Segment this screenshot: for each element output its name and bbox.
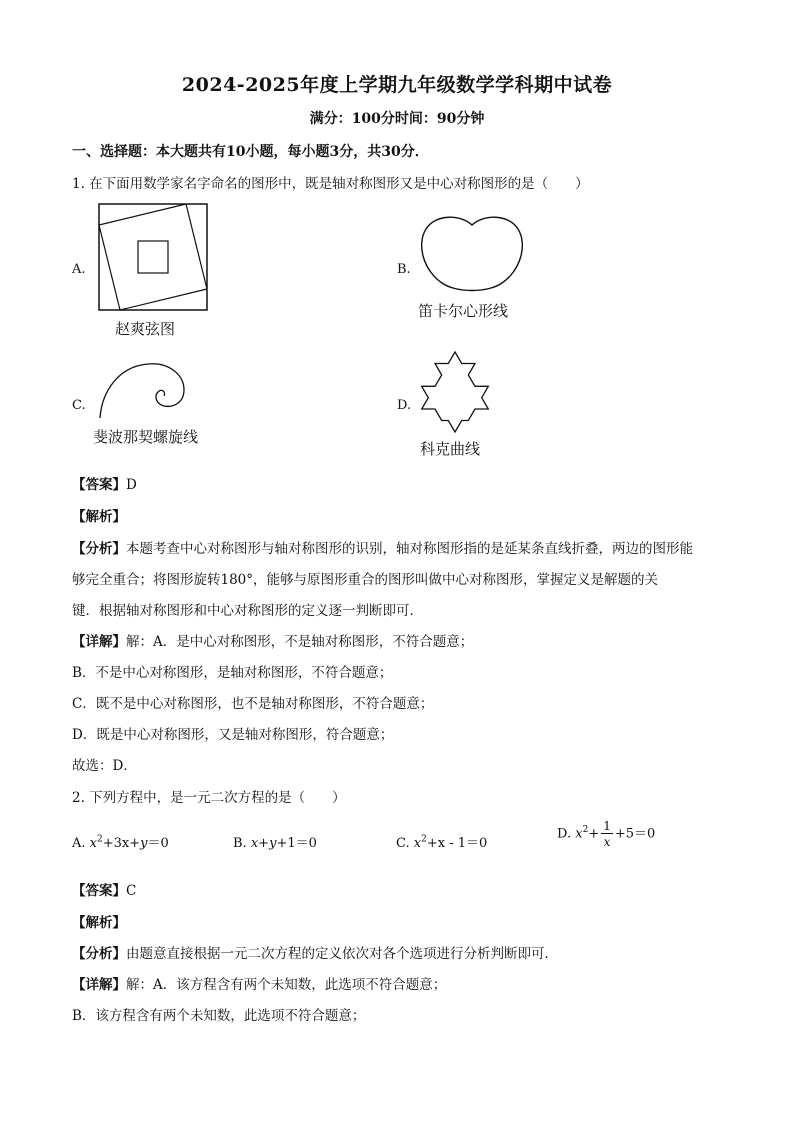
q2-detail-line: B．该方程含有两个未知数，此选项不符合题意； <box>72 1008 366 1024</box>
option-c-label: C. <box>72 398 86 413</box>
detail-label: 【详解】 <box>72 634 126 650</box>
q2-option-c: C. $x^2+x - 1=0$ <box>396 834 488 851</box>
analysis-text: 由题意直接根据一元二次方程的定义依次对各个选项进行分析判断即可． <box>126 946 558 962</box>
q1-detail-line: D．既是中心对称图形，又是轴对称图形，符合题意； <box>72 727 394 743</box>
detail-text: 解：A．该方程含有两个未知数，此选项不符合题意； <box>126 977 447 993</box>
detail-label: 【详解】 <box>72 977 126 993</box>
q1-analysis-line <box>72 537 693 557</box>
answer-label: 【答案】 <box>72 883 126 899</box>
analysis-label: 【分析】 <box>72 946 126 962</box>
q1-detail-line: B．不是中心对称图形，是轴对称图形，不符合题意； <box>72 665 393 681</box>
exam-subtitle: 满分：100分时间：90分钟 <box>309 111 485 127</box>
analysis-text: 本题考查中心对称图形与轴对称图形的识别，轴对称图形指的是延某条直线折叠，两边的图形能 <box>126 541 693 557</box>
q2-analysis-head: 【解析】 <box>72 915 126 931</box>
q1-detail-line: C．既不是中心对称图形，也不是轴对称图形，不符合题意； <box>72 696 434 712</box>
q2-option-d: D. $x^2+$ $\frac{1}{x}$ +5＝0 <box>557 819 656 849</box>
q1-analysis-line: 够完全重合；将图形旋转180°，能够与原图形重合的图形叫做中心对称图形，掌握定义是解题的关 <box>72 572 659 588</box>
fibonacci-spiral-icon <box>98 362 188 422</box>
q1-answer <box>72 473 137 493</box>
cardioid-icon <box>418 215 526 295</box>
q1-analysis-head: 【解析】 <box>72 509 126 525</box>
question-1-stem: 1. 在下面用数学家名字命名的图形中，既是轴对称图形又是中心对称图形的是（ ） <box>72 176 589 192</box>
q1-detail-line <box>72 630 473 650</box>
q2-option-a: A. $x^2+3x+y=0$ <box>72 834 169 851</box>
option-a-caption: 赵爽弦图 <box>115 320 176 338</box>
section-heading: 一、选择题：本大题共有10小题，每小题3分，共30分． <box>72 144 429 160</box>
analysis-label: 【分析】 <box>72 541 126 557</box>
q2-answer <box>72 879 136 899</box>
option-d-caption: 科克曲线 <box>420 440 481 458</box>
option-b-label: B. <box>397 262 411 277</box>
fraction: $\frac{1}{x}$ <box>603 819 611 849</box>
page-title: 2024-2025年度上学期九年级数学学科期中试卷 <box>181 74 613 96</box>
option-b-caption: 笛卡尔心形线 <box>418 302 509 320</box>
answer-value: D <box>126 477 137 493</box>
q1-detail-line: 故选：D． <box>72 758 137 774</box>
q2-detail-line <box>72 973 446 993</box>
zhao-shuang-diagram-icon <box>98 203 208 311</box>
koch-snowflake-icon <box>416 350 494 434</box>
q1-analysis-line: 键．根据轴对称图形和中心对称图形的定义逐一判断即可． <box>72 603 423 619</box>
answer-label: 【答案】 <box>72 477 126 493</box>
q2-analysis-line <box>72 942 558 962</box>
detail-text: 解：A．是中心对称图形，不是轴对称图形，不符合题意； <box>126 634 474 650</box>
option-c-caption: 斐波那契螺旋线 <box>93 428 199 446</box>
option-d-label: D. <box>397 398 412 413</box>
option-a-label: A. <box>72 262 86 277</box>
answer-value: C <box>126 883 137 899</box>
q2-option-b: B. x+y+1＝0 <box>233 836 317 851</box>
question-2-stem: 2. 下列方程中，是一元二次方程的是（ ） <box>72 790 346 806</box>
